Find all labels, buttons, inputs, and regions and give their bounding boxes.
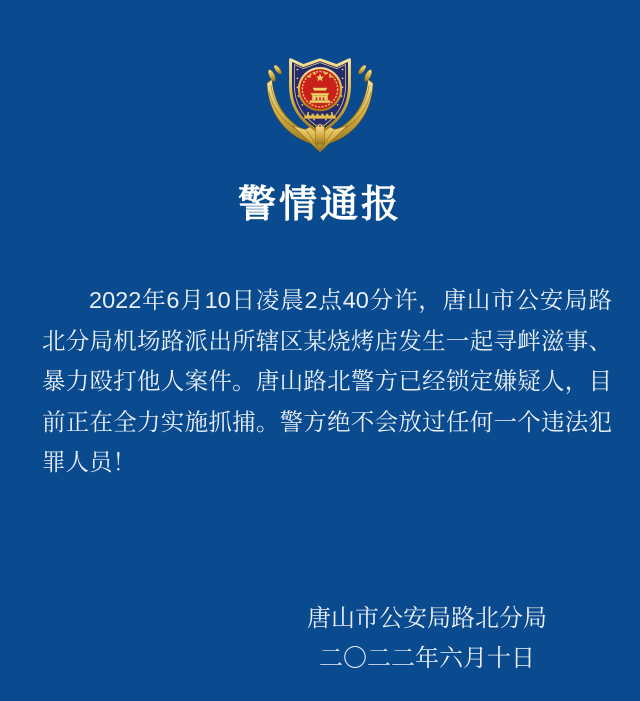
police-badge-icon xyxy=(261,44,379,154)
agency-signature: 唐山市公安局路北分局 xyxy=(307,604,547,632)
page-title: 警情通报 xyxy=(237,184,402,226)
signature-block xyxy=(307,599,547,679)
notice-date: 二〇二二年六月十日 xyxy=(319,644,535,672)
notice-body: 2022年6月10日凌晨2点40分许，唐山市公安局路北分局机场路派出所辖区某烧烤店发生一起寻衅滋事、暴力殴打他人案件。唐山路北警方已经锁定嫌疑人，目前正在全力实施抓捕。警方绝不会放过任何一个违法犯罪人员！ xyxy=(42,287,612,475)
emblem-container xyxy=(0,0,640,154)
